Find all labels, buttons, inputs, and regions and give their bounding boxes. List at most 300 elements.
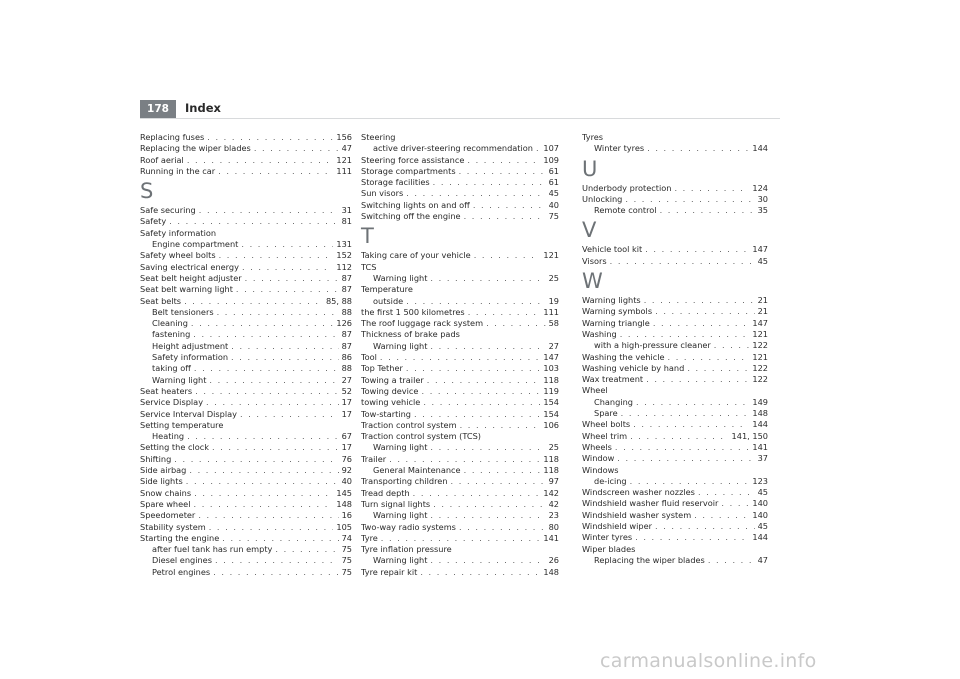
index-entry[interactable] <box>582 419 768 430</box>
index-subentry[interactable] <box>361 465 559 476</box>
entry-term: Switching off the engine <box>361 211 461 222</box>
entry-page-number[interactable]: 61 <box>548 165 559 176</box>
entry-page-number[interactable]: 122 <box>752 362 768 373</box>
index-entry[interactable] <box>140 420 352 431</box>
index-entry[interactable] <box>140 166 352 177</box>
index-entry[interactable] <box>582 318 768 329</box>
entry-page-number[interactable]: 75 <box>548 211 559 222</box>
index-entry[interactable] <box>582 431 768 442</box>
dot-leader <box>625 194 754 205</box>
entry-term: with a high-pressure cleaner <box>594 340 711 351</box>
entry-term: Warning triangle <box>582 317 650 328</box>
index-entry[interactable] <box>361 375 559 386</box>
dot-leader <box>186 476 339 487</box>
entry-term: Wax treatment <box>582 374 644 385</box>
entry-page-number[interactable]: 140 <box>752 498 768 509</box>
entry-page-number[interactable]: 148 <box>752 408 768 419</box>
dot-leader <box>630 476 750 487</box>
entry-page-number[interactable]: 26 <box>548 555 559 566</box>
entry-term: Tread depth <box>361 487 410 498</box>
dot-leader <box>430 555 545 566</box>
entry-page-number[interactable]: 141 <box>752 441 768 452</box>
entry-page-number[interactable]: 37 <box>757 453 768 464</box>
index-entry[interactable] <box>582 256 768 267</box>
index-subentry[interactable] <box>361 143 559 154</box>
index-subentry[interactable] <box>361 510 559 521</box>
dot-leader <box>423 397 540 408</box>
index-entry[interactable] <box>361 211 559 222</box>
index-entry[interactable] <box>361 567 559 578</box>
entry-page-number[interactable]: 87 <box>341 340 352 351</box>
index-entry[interactable] <box>140 386 352 397</box>
entry-page-number[interactable]: 45 <box>757 521 768 532</box>
entry-term: taking off <box>152 363 191 374</box>
index-subentry[interactable] <box>140 363 352 374</box>
dot-leader <box>217 307 339 318</box>
entry-term: Warning light <box>152 374 207 385</box>
dot-leader <box>215 555 339 566</box>
dot-leader <box>193 329 338 340</box>
entry-page-number[interactable]: 21 <box>757 306 768 317</box>
entry-term: Steering <box>361 132 396 142</box>
entry-term: Remote control <box>594 205 657 216</box>
entry-term: Height adjustment <box>152 340 229 351</box>
entry-term: Tyre <box>361 532 378 543</box>
index-subentry[interactable] <box>140 352 352 363</box>
dot-leader <box>473 200 546 211</box>
entry-page-number[interactable]: 76 <box>341 453 352 464</box>
index-entry[interactable] <box>140 454 352 465</box>
index-entry[interactable] <box>361 476 559 487</box>
entry-page-number[interactable]: 118 <box>543 374 559 385</box>
entry-page-number[interactable]: 80 <box>548 521 559 532</box>
entry-page-number[interactable]: 142 <box>543 487 559 498</box>
index-entry[interactable] <box>140 132 352 143</box>
entry-term: Replacing fuses <box>140 132 205 142</box>
entry-page-number[interactable]: 126 <box>336 318 352 329</box>
entry-term: Safety wheel bolts <box>140 250 216 261</box>
entry-page-number[interactable]: 154 <box>543 408 559 419</box>
index-entry[interactable] <box>361 318 559 329</box>
index-entry[interactable] <box>140 533 352 544</box>
index-entry[interactable] <box>582 385 768 396</box>
index-entry[interactable] <box>582 132 768 143</box>
entry-term: Belt tensioners <box>152 306 214 317</box>
entry-page-number[interactable]: 45 <box>548 188 559 199</box>
index-entry[interactable] <box>361 166 559 177</box>
index-entry[interactable] <box>140 284 352 295</box>
entry-page-number[interactable]: 148 <box>543 566 559 577</box>
index-entry[interactable] <box>582 442 768 453</box>
index-entry[interactable] <box>361 397 559 408</box>
entry-page-number[interactable]: 122 <box>752 340 768 351</box>
index-entry[interactable] <box>582 194 768 205</box>
dot-leader <box>714 340 750 351</box>
entry-term: Warning light <box>373 510 428 521</box>
dot-leader <box>231 341 338 352</box>
index-entry[interactable] <box>140 228 352 239</box>
entry-page-number[interactable]: 88 <box>341 363 352 374</box>
index-entry[interactable] <box>582 374 768 385</box>
entry-term: Safety information <box>140 227 217 238</box>
entry-term: Setting temperature <box>140 419 224 430</box>
index-subentry[interactable] <box>140 239 352 250</box>
index-entry[interactable] <box>582 329 768 340</box>
entry-page-number[interactable]: 35 <box>757 205 768 216</box>
entry-term: Engine compartment <box>152 239 239 250</box>
dot-leader <box>222 533 338 544</box>
index-entry[interactable] <box>582 532 768 543</box>
dot-leader <box>184 296 323 307</box>
entry-page-number[interactable]: 61 <box>548 177 559 188</box>
index-entry[interactable] <box>140 488 352 499</box>
dot-leader <box>195 386 338 397</box>
index-subentry[interactable] <box>140 567 352 578</box>
entry-page-number[interactable]: 105 <box>336 521 352 532</box>
entry-page-number[interactable]: 144 <box>752 419 768 430</box>
index-entry[interactable] <box>140 273 352 284</box>
entry-page-number[interactable]: 87 <box>341 329 352 340</box>
entry-page-number[interactable]: 148 <box>336 498 352 509</box>
entry-page-number[interactable]: 40 <box>341 476 352 487</box>
dot-leader <box>430 510 545 521</box>
entry-term: Heating <box>152 431 185 442</box>
index-entry[interactable] <box>582 453 768 464</box>
dot-leader <box>464 211 546 222</box>
index-entry[interactable] <box>140 216 352 227</box>
dot-leader <box>647 143 749 154</box>
index-subentry[interactable] <box>140 375 352 386</box>
index-entry[interactable] <box>582 544 768 555</box>
entry-page-number[interactable]: 111 <box>336 165 352 176</box>
index-subentry[interactable] <box>140 555 352 566</box>
entry-page-number[interactable]: 109 <box>543 154 559 165</box>
entry-page-number[interactable]: 121 <box>543 250 559 261</box>
entry-term: Snow chains <box>140 487 192 498</box>
dot-leader <box>451 476 546 487</box>
index-entry[interactable] <box>361 488 559 499</box>
dot-leader <box>610 256 755 267</box>
index-subentry[interactable] <box>582 340 768 351</box>
entry-page-number[interactable]: 121 <box>752 328 768 339</box>
entry-page-number[interactable]: 111 <box>543 306 559 317</box>
index-entry[interactable] <box>361 132 559 143</box>
entry-page-number[interactable]: 88 <box>341 306 352 317</box>
entry-term: Side airbag <box>140 465 187 476</box>
entry-term: Washing vehicle by hand <box>582 362 685 373</box>
index-entry[interactable] <box>140 143 352 154</box>
entry-term: Warning light <box>373 340 428 351</box>
section-letter: V <box>582 218 597 243</box>
dot-leader <box>194 488 333 499</box>
entry-page-number[interactable]: 122 <box>752 374 768 385</box>
index-entry[interactable] <box>361 499 559 510</box>
index-entry[interactable] <box>582 244 768 255</box>
entry-page-number[interactable]: 92 <box>341 465 352 476</box>
entry-page-number[interactable]: 27 <box>548 340 559 351</box>
entry-page-number[interactable]: 17 <box>341 397 352 408</box>
index-entry[interactable] <box>140 510 352 521</box>
entry-term: Unlocking <box>582 193 623 204</box>
dot-leader <box>275 544 338 555</box>
entry-term: Wheel bolts <box>582 419 631 430</box>
dot-leader <box>254 143 339 154</box>
entry-page-number[interactable]: 17 <box>341 408 352 419</box>
index-subentry[interactable] <box>582 397 768 408</box>
index-entry[interactable] <box>140 465 352 476</box>
index-entry[interactable] <box>361 262 559 273</box>
dot-leader <box>209 375 338 386</box>
section-letter: U <box>582 156 598 181</box>
entry-term: Traction control system <box>361 419 457 430</box>
entry-page-number[interactable]: 42 <box>548 498 559 509</box>
entry-page-number[interactable]: 67 <box>341 431 352 442</box>
index-entry[interactable] <box>140 442 352 453</box>
entry-page-number[interactable]: 131 <box>336 239 352 250</box>
index-entry[interactable] <box>582 352 768 363</box>
index-subentry[interactable] <box>582 476 768 487</box>
index-entry[interactable] <box>361 409 559 420</box>
header-divider <box>140 118 780 119</box>
dot-leader <box>193 499 333 510</box>
dot-leader <box>655 306 754 317</box>
entry-page-number[interactable]: 52 <box>341 385 352 396</box>
entry-term: Changing <box>594 396 633 407</box>
dot-leader <box>414 409 540 420</box>
entry-page-number[interactable]: 45 <box>757 487 768 498</box>
entry-page-number[interactable]: 106 <box>543 419 559 430</box>
entry-term: Thickness of brake pads <box>361 329 460 340</box>
index-subentry[interactable] <box>140 431 352 442</box>
entry-page-number[interactable]: 19 <box>548 295 559 306</box>
index-subentry[interactable] <box>361 555 559 566</box>
index-entry[interactable] <box>361 250 559 261</box>
entry-page-number[interactable]: 141 <box>543 532 559 543</box>
entry-term: Windshield washer system <box>582 509 692 520</box>
section-letter: T <box>361 224 374 249</box>
index-entry[interactable] <box>582 295 768 306</box>
dot-leader <box>674 183 749 194</box>
index-entry[interactable] <box>361 431 559 442</box>
entry-page-number[interactable]: 147 <box>752 244 768 255</box>
index-entry[interactable] <box>582 521 768 532</box>
entry-page-number[interactable]: 123 <box>752 475 768 486</box>
index-subentry[interactable] <box>140 329 352 340</box>
index-entry[interactable] <box>140 476 352 487</box>
entry-page-number[interactable]: 149 <box>752 396 768 407</box>
entry-page-number[interactable]: 47 <box>757 554 768 565</box>
entry-term: after fuel tank has run empty <box>152 544 273 555</box>
dot-leader <box>630 431 728 442</box>
index-subentry[interactable] <box>582 555 768 566</box>
entry-page-number[interactable]: 144 <box>752 143 768 154</box>
index-entry[interactable] <box>582 306 768 317</box>
entry-page-number[interactable]: 30 <box>757 193 768 204</box>
entry-term: Storage facilities <box>361 177 430 188</box>
entry-page-number[interactable]: 97 <box>548 476 559 487</box>
entry-page-number[interactable]: 16 <box>341 510 352 521</box>
dot-leader <box>413 488 541 499</box>
entry-term: Washing <box>582 328 617 339</box>
index-entry[interactable] <box>361 533 559 544</box>
entry-page-number[interactable]: 25 <box>548 272 559 283</box>
entry-term: de-icing <box>594 475 627 486</box>
entry-page-number[interactable]: 118 <box>543 465 559 476</box>
entry-page-number[interactable]: 147 <box>543 352 559 363</box>
entry-page-number[interactable]: 27 <box>341 374 352 385</box>
entry-page-number[interactable]: 85, 88 <box>325 295 352 306</box>
entry-term: Diesel engines <box>152 555 212 566</box>
index-entry[interactable] <box>140 250 352 261</box>
index-subentry[interactable] <box>361 273 559 284</box>
entry-page-number[interactable]: 140 <box>752 509 768 520</box>
index-subentry[interactable] <box>140 318 352 329</box>
entry-term: active driver-steering recommendation <box>373 143 533 154</box>
entry-page-number[interactable]: 141, 150 <box>731 430 768 441</box>
entry-page-number[interactable]: 147 <box>752 317 768 328</box>
index-entry[interactable] <box>361 352 559 363</box>
entry-page-number[interactable]: 74 <box>341 532 352 543</box>
index-entry[interactable] <box>361 155 559 166</box>
entry-term: fastening <box>152 329 191 340</box>
dot-leader <box>212 442 339 453</box>
entry-page-number[interactable]: 112 <box>336 261 352 272</box>
entry-page-number[interactable]: 156 <box>336 132 352 142</box>
index-entry[interactable] <box>361 188 559 199</box>
index-entry[interactable] <box>361 307 559 318</box>
entry-term: Warning lights <box>582 295 641 306</box>
entry-term: Tool <box>361 352 377 363</box>
entry-page-number[interactable]: 152 <box>336 250 352 261</box>
entry-term: Two-way radio systems <box>361 521 456 532</box>
index-entry[interactable] <box>140 409 352 420</box>
dot-leader <box>433 499 545 510</box>
dot-leader <box>620 329 750 340</box>
entry-page-number[interactable]: 121 <box>752 351 768 362</box>
section-letter: W <box>582 269 603 294</box>
index-subentry[interactable] <box>361 341 559 352</box>
index-subentry[interactable] <box>582 408 768 419</box>
dot-leader <box>218 166 333 177</box>
index-entry[interactable] <box>361 177 559 188</box>
index-subentry[interactable] <box>361 442 559 453</box>
entry-page-number[interactable]: 45 <box>757 255 768 266</box>
entry-page-number[interactable]: 87 <box>341 272 352 283</box>
entry-term: Warning light <box>373 442 428 453</box>
index-entry[interactable] <box>140 262 352 273</box>
dot-leader <box>633 419 749 430</box>
index-subentry[interactable] <box>582 143 768 154</box>
entry-term: outside <box>373 295 404 306</box>
entry-term: Warning light <box>373 272 428 283</box>
index-entry[interactable] <box>140 155 352 166</box>
entry-page-number[interactable]: 58 <box>548 318 559 329</box>
entry-term: Vehicle tool kit <box>582 244 643 255</box>
entry-page-number[interactable]: 121 <box>336 154 352 165</box>
entry-page-number[interactable]: 118 <box>543 453 559 464</box>
entry-term: Window <box>582 453 615 464</box>
index-subentry[interactable] <box>140 307 352 318</box>
entry-page-number[interactable]: 86 <box>341 352 352 363</box>
entry-term: Seat belts <box>140 295 182 306</box>
index-entry[interactable] <box>140 397 352 408</box>
dot-leader <box>169 216 338 227</box>
entry-page-number[interactable]: 23 <box>548 510 559 521</box>
index-entry[interactable] <box>361 200 559 211</box>
entry-page-number[interactable]: 17 <box>341 442 352 453</box>
entry-page-number[interactable]: 145 <box>336 487 352 498</box>
entry-page-number[interactable]: 107 <box>543 143 559 154</box>
index-entry[interactable] <box>361 522 559 533</box>
entry-term: Seat belt height adjuster <box>140 272 242 283</box>
index-entry[interactable] <box>361 544 559 555</box>
index-subentry[interactable] <box>140 544 352 555</box>
index-entry[interactable] <box>361 386 559 397</box>
index-entry[interactable] <box>361 329 559 340</box>
index-entry[interactable] <box>140 522 352 533</box>
index-entry[interactable] <box>361 284 559 295</box>
index-subentry[interactable] <box>582 205 768 216</box>
index-entry[interactable] <box>361 363 559 374</box>
dot-leader <box>660 205 755 216</box>
index-entry[interactable] <box>582 487 768 498</box>
index-subentry[interactable] <box>140 341 352 352</box>
index-entry[interactable] <box>582 510 768 521</box>
index-subentry[interactable] <box>361 296 559 307</box>
entry-page-number[interactable]: 124 <box>752 182 768 193</box>
index-entry[interactable] <box>361 454 559 465</box>
entry-page-number[interactable]: 75 <box>341 555 352 566</box>
entry-term: Service Interval Display <box>140 408 237 419</box>
entry-page-number[interactable]: 87 <box>341 284 352 295</box>
index-entry[interactable] <box>140 499 352 510</box>
entry-page-number[interactable]: 40 <box>548 199 559 210</box>
entry-term: Underbody protection <box>582 182 672 193</box>
dot-leader <box>721 498 749 509</box>
entry-page-number[interactable]: 81 <box>341 216 352 227</box>
index-entry[interactable] <box>140 296 352 307</box>
entry-page-number[interactable]: 31 <box>341 205 352 216</box>
dot-leader <box>474 250 541 261</box>
index-entry[interactable] <box>582 465 768 476</box>
entry-term: Windows <box>582 464 619 475</box>
entry-term: TCS <box>361 261 377 272</box>
entry-page-number[interactable]: 144 <box>752 532 768 543</box>
entry-term: Towing a trailer <box>361 374 424 385</box>
entry-page-number[interactable]: 75 <box>341 544 352 555</box>
index-entry[interactable] <box>582 498 768 509</box>
entry-page-number[interactable]: 25 <box>548 442 559 453</box>
entry-page-number[interactable]: 75 <box>341 566 352 577</box>
entry-term: Warning symbols <box>582 306 653 317</box>
entry-page-number[interactable]: 103 <box>543 363 559 374</box>
entry-term: Steering force assistance <box>361 154 465 165</box>
index-entry[interactable] <box>582 363 768 374</box>
dot-leader <box>468 307 541 318</box>
entry-page-number[interactable]: 154 <box>543 397 559 408</box>
entry-page-number[interactable]: 47 <box>341 143 352 154</box>
entry-page-number[interactable]: 21 <box>757 295 768 306</box>
entry-page-number[interactable]: 119 <box>543 385 559 396</box>
index-entry[interactable] <box>140 205 352 216</box>
dot-leader <box>389 454 540 465</box>
dot-leader <box>406 188 545 199</box>
index-entry[interactable] <box>582 183 768 194</box>
entry-term: Top Tether <box>361 363 403 374</box>
dot-leader <box>460 420 541 431</box>
dot-leader <box>464 465 541 476</box>
index-entry[interactable] <box>361 420 559 431</box>
